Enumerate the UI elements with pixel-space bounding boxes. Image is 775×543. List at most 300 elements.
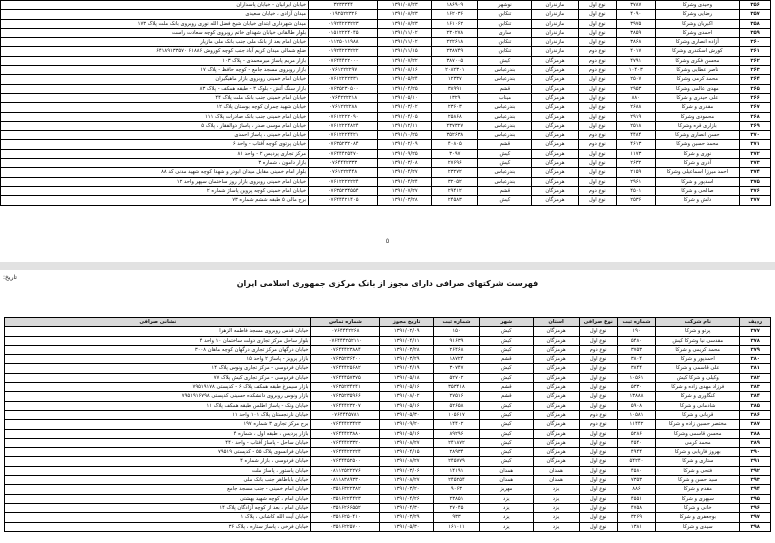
cell-address: خیابان امام خمینی - جنب مسجد جامع bbox=[5, 485, 311, 494]
cell-registration-id: ۵۲۶۵۸ bbox=[434, 401, 480, 410]
cell-license-date: ۱۳۹۱/۰۷/۲۲ bbox=[378, 56, 432, 65]
cell-company-name: سپهری و شرکا bbox=[656, 494, 740, 503]
cell-registration-number: ۵۴۸۰ bbox=[617, 336, 655, 345]
cell-registration-id: ۱۸۷۲۴ bbox=[434, 355, 480, 364]
cell-row-number: ۳۹۷ bbox=[740, 513, 771, 522]
cell-address: بازار ونوس روبروی دانشکده حسینی کدپستی ۷۹۵۱۹۱۶۷۹۸ bbox=[5, 392, 311, 401]
cell-row-number: ۳۸۰ bbox=[740, 355, 771, 364]
table-row bbox=[1, 112, 771, 121]
cell-row-number: ۳۶۳ bbox=[740, 66, 771, 75]
cell-registration-number: ۱۰۴۰۳ bbox=[617, 66, 656, 75]
cell-registration-id: ۳۰۷۴۷ bbox=[434, 364, 480, 373]
cell-province: هرمزگان bbox=[532, 75, 578, 84]
cell-registration-id: ۱۶۱۰۱۱ bbox=[434, 522, 480, 531]
exchange-table-top bbox=[0, 0, 771, 206]
cell-company-name: محمد کریمی و شرکا bbox=[656, 345, 740, 354]
cell-registration-number: ۳۷۵۳ bbox=[617, 345, 655, 354]
table-row bbox=[5, 429, 771, 438]
cell-province: هرمزگان bbox=[532, 121, 578, 130]
table-row bbox=[5, 476, 771, 485]
header-city: شهر bbox=[479, 318, 533, 327]
cell-row-number: ۳۵۹ bbox=[740, 28, 771, 37]
table-row bbox=[5, 355, 771, 364]
cell-city: مهریز bbox=[479, 485, 533, 494]
cell-license-date: ۱۳۹۱/۱۲/۱۱ bbox=[378, 121, 432, 130]
cell-company-name: سید حسن و شرکا bbox=[656, 476, 740, 485]
cell-company-name: بهروز فاریابی و شرکا bbox=[656, 448, 740, 457]
cell-address: خیابان امام خمینی جنب بانک ملت پلاک ۴۴ bbox=[1, 93, 309, 102]
cell-exchange-type: نوع دوم bbox=[578, 66, 617, 75]
cell-phone-number: ۰۷۶۱۲۲۲۴۴۸ bbox=[309, 168, 378, 177]
cell-registration-id: ۱۶۲۰۳۶ bbox=[432, 10, 478, 19]
cell-province: مازندران bbox=[532, 28, 578, 37]
cell-license-date: ۱۳۹۱/۰۳/۲۸ bbox=[378, 196, 432, 205]
cell-row-number: ۳۸۲ bbox=[740, 373, 771, 382]
cell-registration-id: ۲۸۹۳۴ bbox=[434, 448, 480, 457]
cell-phone-number: ۰۷۶۴۴۴۲۵۲۱۱۰ bbox=[311, 336, 380, 345]
cell-registration-id: ۳۵۲۶۳۸ bbox=[432, 131, 478, 140]
cell-company-name: مختصر حسین زاده و شرکا bbox=[656, 420, 740, 429]
cell-registration-number: ۱۳۸۱ bbox=[617, 522, 655, 531]
cell-address: خیابان ساحل - پاساژ آفتاب - واحد ۴۴۰ bbox=[5, 438, 311, 447]
cell-exchange-type: نوع دوم bbox=[579, 410, 617, 419]
cell-phone-number: ۰۷۶۱۲۲۲۲۹۷ bbox=[309, 66, 378, 75]
cell-row-number: ۳۷۶ bbox=[740, 186, 771, 195]
cell-registration-number: ۵۹۰۸ bbox=[617, 401, 655, 410]
cell-city: کیش bbox=[479, 401, 533, 410]
cell-address: خیابان شهید چمران کوچه بوستان پلاک ۱۲ bbox=[1, 103, 309, 112]
cell-province: مازندران bbox=[532, 19, 578, 28]
cell-company-name: پرتو و شرکا bbox=[656, 327, 740, 336]
cell-exchange-type: نوع اول bbox=[579, 383, 617, 392]
cell-address: ضلع شمالی میدان کریم آباد جنب کوچه کوروش ۶۱۸۸۶ ۶۴۱۸۹۱۳۳۵۷۰ bbox=[1, 47, 309, 56]
cell-province: هرمزگان bbox=[532, 93, 578, 102]
cell-registration-id: ۵۲۷۰۲ bbox=[434, 373, 480, 382]
cell-company-name: علی حیدری و شرکا bbox=[655, 93, 740, 102]
cell-row-number: ۳۶۶ bbox=[740, 93, 771, 102]
cell-company-name: محسن قاسمی وشرکا bbox=[656, 429, 740, 438]
cell-province: یزد bbox=[533, 503, 579, 512]
cell-address: خیابان امام خمینی روبروی بازار ماهیگیران bbox=[1, 75, 309, 84]
cell-province: هرمزگان bbox=[533, 373, 579, 382]
cell-registration-id: ۲۷۶۹۶ bbox=[432, 159, 478, 168]
cell-address: خیابان امام بعد از بانک ملی جنب بانک ملی مازیار bbox=[1, 38, 309, 47]
cell-registration-id: ۲۴۵۸۳ bbox=[432, 196, 478, 205]
cell-license-date: ۱۳۹۱/۰۸/۲۷ bbox=[380, 457, 434, 466]
cell-address: خیابان پاستور ، پاساژ ملت bbox=[5, 466, 311, 475]
cell-province: هرمزگان bbox=[532, 177, 578, 186]
cell-row-number: ۳۹۸ bbox=[740, 522, 771, 531]
cell-province: هرمزگان bbox=[532, 84, 578, 93]
cell-city: یزد bbox=[479, 503, 533, 512]
cell-exchange-type: نوع اول bbox=[578, 1, 617, 10]
cell-registration-id: ۳۰۹۷ bbox=[432, 149, 478, 158]
cell-phone-number: ۰۷۶۴۴۴۲۵۴۷۰ bbox=[309, 149, 378, 158]
cell-company-name: بوجعفری و شرکا bbox=[656, 513, 740, 522]
exchange-table-bottom bbox=[4, 317, 771, 532]
cell-license-date: ۱۳۹۱/۰۹/۲۰ bbox=[380, 420, 434, 429]
cell-phone-number: ۰۷۶۱۲۲۲۴۴۲۱ bbox=[309, 131, 378, 140]
cell-registration-number: ۳۹۷۵ bbox=[617, 19, 656, 28]
cell-address: خیابان ایرانیان - خیابان پاسداران bbox=[1, 1, 309, 10]
cell-province: هرمزگان bbox=[532, 56, 578, 65]
cell-address: میدان آزادی ، خیابان سعیدی bbox=[1, 10, 309, 19]
cell-license-date: ۱۳۹۱/۰۳/۲۹ bbox=[380, 513, 434, 522]
table-row bbox=[5, 448, 771, 457]
cell-address: بازار روبروی مسجد جامع - کوچه حافظ - پلاک ۱۷ bbox=[1, 66, 309, 75]
cell-registration-id: ۲۰۸۲۳۰۱ bbox=[432, 66, 478, 75]
cell-city: تنکابن bbox=[478, 38, 532, 47]
cell-row-number: ۳۹۵ bbox=[740, 494, 771, 503]
table-row bbox=[5, 457, 771, 466]
cell-row-number: ۳۶۵ bbox=[740, 84, 771, 93]
cell-city: یزد bbox=[479, 522, 533, 531]
cell-company-name: فتحی و شرکا bbox=[656, 466, 740, 475]
cell-phone-number: ۰۷۶۳۵۲۳۵۹۶۶ bbox=[311, 392, 380, 401]
cell-license-date: ۱۳۹۱/۰۷/۲۷ bbox=[378, 186, 432, 195]
cell-license-date: ۱۳۹۱/۰۴/۰۵ bbox=[378, 112, 432, 121]
cell-row-number: ۳۵۷ bbox=[740, 10, 771, 19]
cell-registration-id: ۲۶۴۶۸ bbox=[434, 345, 480, 354]
cell-city: میناب bbox=[478, 93, 532, 102]
document-title: فهرست شرکتهای صرافی دارای مجوز از بانک مرکزی جمهوری اسلامی ایران bbox=[236, 279, 539, 288]
cell-exchange-type: نوع اول bbox=[579, 429, 617, 438]
table-row bbox=[1, 1, 771, 10]
cell-registration-number: ۴۰۱۷ bbox=[617, 47, 656, 56]
cell-city: همدان bbox=[479, 466, 533, 475]
cell-province: هرمزگان bbox=[533, 457, 579, 466]
cell-license-date: ۱۳۹۱/۰۵/۱۶ bbox=[380, 401, 434, 410]
cell-registration-number: ۱۳۸۸۸ bbox=[617, 392, 655, 401]
cell-city: تنکابن bbox=[478, 10, 532, 19]
cell-row-number: ۳۷۲ bbox=[740, 149, 771, 158]
cell-province: هرمزگان bbox=[532, 140, 578, 149]
cell-address: خیابان پرتوی کوچه آفتاب - واحد ۶ bbox=[1, 140, 309, 149]
header-company-name: نام شرکت bbox=[656, 318, 740, 327]
cell-company-name: محمد حسین وشرکا bbox=[655, 140, 740, 149]
cell-address: برج مرکز تجاری ۳ شماره ۱۹۷ bbox=[5, 420, 311, 429]
cell-registration-number: ۳۸۴۴ bbox=[617, 364, 655, 373]
cell-registration-number: ۸۸۰ bbox=[617, 93, 656, 102]
cell-province: هرمزگان bbox=[532, 168, 578, 177]
cell-registration-number: ۲۵۱۸ bbox=[617, 121, 656, 130]
cell-row-number: ۳۷۳ bbox=[740, 159, 771, 168]
cell-city: قشم bbox=[478, 186, 532, 195]
cell-province: هرمزگان bbox=[533, 420, 579, 429]
cell-company-name: بازاری قره وشرکا bbox=[655, 121, 740, 130]
cell-exchange-type: نوع دوم bbox=[578, 140, 617, 149]
cell-registration-id: ۱۸۶۹۰۹ bbox=[432, 1, 478, 10]
cell-city: قشم bbox=[479, 355, 533, 364]
cell-city: کیش bbox=[479, 420, 533, 429]
cell-address: خیابان امام خمینی جنب بانک صادرات پلاک ۱۱۱ bbox=[1, 112, 309, 121]
cell-exchange-type: نوع اول bbox=[578, 196, 617, 205]
cell-license-date: ۱۳۹۱/۰۳/۰۸ bbox=[378, 159, 432, 168]
table-row bbox=[1, 177, 771, 186]
cell-registration-number: ۲۹۵۳ bbox=[617, 84, 656, 93]
cell-registration-id: ۲۹۴۱۲ bbox=[432, 186, 478, 195]
cell-license-date: ۱۳۹۱/۰۲/۰۹ bbox=[380, 327, 434, 336]
cell-row-number: ۳۹۰ bbox=[740, 448, 771, 457]
cell-row-number: ۳۷۴ bbox=[740, 168, 771, 177]
cell-registration-id: ۲۳۸۵۱ bbox=[434, 494, 480, 503]
cell-address: بازار سنگ آتش - بلوک ۳ - طبقه همکف - پلاک ۸۳ bbox=[1, 84, 309, 93]
page-top bbox=[0, 0, 775, 262]
cell-company-name: اکبریان وشرکا bbox=[655, 19, 740, 28]
cell-address: مرکز تجاری پردیس ۲ - واحد ۸۱ bbox=[1, 149, 309, 158]
cell-province: مازندران bbox=[532, 1, 578, 10]
cell-exchange-type: نوع دوم bbox=[579, 420, 617, 429]
cell-city: بندرعباس bbox=[478, 177, 532, 186]
cell-row-number: ۳۸۹ bbox=[740, 438, 771, 447]
header-exchange-type: نوع صرافی bbox=[579, 318, 617, 327]
cell-city: بندرعباس bbox=[478, 112, 532, 121]
cell-row-number: ۳۸۸ bbox=[740, 429, 771, 438]
cell-row-number: ۳۷۷ bbox=[740, 327, 771, 336]
cell-row-number: ۳۸۶ bbox=[740, 410, 771, 419]
table-row bbox=[1, 196, 771, 205]
cell-exchange-type: نوع دوم bbox=[578, 186, 617, 195]
cell-row-number: ۳۶۹ bbox=[740, 121, 771, 130]
cell-city: یزد bbox=[479, 513, 533, 522]
cell-license-date: ۱۳۹۱/۰۸/۲۳ bbox=[378, 10, 432, 19]
cell-license-date: ۱۳۹۱/۰۳/۲۰ bbox=[380, 485, 434, 494]
cell-row-number: ۳۷۱ bbox=[740, 140, 771, 149]
cell-province: هرمزگان bbox=[533, 410, 579, 419]
cell-province: هرمزگان bbox=[533, 392, 579, 401]
cell-address: خیابان ونک - پاساژ اطلس طبقه همکف پلاک ۱۱ bbox=[5, 401, 311, 410]
cell-license-date: ۱۳۹۱/۰۳/۲۹ bbox=[380, 355, 434, 364]
cell-registration-number: ۳۸۶۸ bbox=[617, 38, 656, 47]
cell-province: هرمزگان bbox=[533, 383, 579, 392]
cell-company-name: وکیلی و شرکا کیش bbox=[656, 373, 740, 382]
cell-company-name: کنگاوری و شرکا bbox=[656, 392, 740, 401]
cell-phone-number: ۰۳۵۱۶۲۲۴۴۲۳ bbox=[311, 494, 380, 503]
cell-city: کیش bbox=[478, 196, 532, 205]
table-row bbox=[5, 336, 771, 345]
cell-license-date: ۱۳۹۱/۰۴/۱۹ bbox=[380, 364, 434, 373]
cell-registration-id: ۱۰۵۶۱۷ bbox=[434, 410, 480, 419]
table-row bbox=[5, 401, 771, 410]
cell-exchange-type: نوع اول bbox=[579, 457, 617, 466]
cell-exchange-type: نوع اول bbox=[578, 93, 617, 102]
cell-row-number: ۳۶۷ bbox=[740, 103, 771, 112]
cell-phone-number: ۰۷۶۴۲۲۲۲۱۸ bbox=[309, 93, 378, 102]
page-separator bbox=[0, 262, 775, 270]
cell-address: خیابان نارنجستان پلاک ۱۰۱ واحد ۱۱ bbox=[5, 410, 311, 419]
cell-phone-number: ۰۷۶۴۴۴۲۳۳۳ bbox=[309, 159, 378, 168]
cell-registration-number: ۲۹۶۱ bbox=[617, 177, 656, 186]
cell-phone-number: ۰۷۶۴۴۴۲۳۲۰۷ bbox=[311, 401, 380, 410]
cell-registration-id: ۲۳۸۷۴۹ bbox=[432, 47, 478, 56]
cell-exchange-type: نوع اول bbox=[579, 522, 617, 531]
cell-city: قشم bbox=[479, 392, 533, 401]
cell-address: برج مالی ۵ طبقه ششم شماره ۷۳ bbox=[1, 196, 309, 205]
table-row bbox=[1, 159, 771, 168]
cell-company-name: احمد میرزا اسماعیلی وشرکا bbox=[655, 168, 740, 177]
cell-phone-number: ۰۷۶۳۵۲۳۴۵۵۴ bbox=[309, 186, 378, 195]
cell-company-name: محمد کرمی وشرکا bbox=[655, 75, 740, 84]
cell-address: خیابان امام خمینی کوچه پروین پاساژ شماره ۲ bbox=[1, 186, 309, 195]
cell-province: هرمزگان bbox=[532, 196, 578, 205]
cell-row-number: ۳۹۱ bbox=[740, 457, 771, 466]
cell-company-name: احمدی وشرکا bbox=[655, 28, 740, 37]
cell-exchange-type: نوع اول bbox=[578, 103, 617, 112]
cell-phone-number: ۰۷۶۴۴۴۲۱۴۰۵ bbox=[309, 196, 378, 205]
cell-registration-number: ۲۵۳۶ bbox=[617, 196, 656, 205]
table-row bbox=[1, 38, 771, 47]
cell-exchange-type: نوع دوم bbox=[578, 47, 617, 56]
cell-exchange-type: نوع اول bbox=[579, 448, 617, 457]
cell-phone-number: ۰۳۵۱۶۳۲۲۳۸۲ bbox=[311, 485, 380, 494]
cell-phone-number: ۰۷۶۳۵۲۳۲۰۸۴ bbox=[309, 140, 378, 149]
cell-license-date: ۱۳۹۱/۰۴/۱۵ bbox=[380, 448, 434, 457]
cell-registration-number: ۲۱۵۹ bbox=[617, 168, 656, 177]
cell-registration-id: ۹۱۶۳۹ bbox=[434, 336, 480, 345]
cell-registration-number: ۴۰۹۰ bbox=[617, 10, 656, 19]
page-number: ٥ bbox=[385, 237, 390, 245]
cell-phone-number: ۰۷۶۴۴۴۲۲۶۸ bbox=[311, 327, 380, 336]
cell-registration-id: ۱۴۴۰۲ bbox=[434, 420, 480, 429]
cell-city: کیش bbox=[479, 438, 533, 447]
cell-city: کیش bbox=[479, 336, 533, 345]
cell-company-name: اسدپور و شرکا bbox=[655, 177, 740, 186]
cell-exchange-type: نوع اول bbox=[579, 336, 617, 345]
cell-province: هرمزگان bbox=[533, 345, 579, 354]
table-row bbox=[1, 140, 771, 149]
cell-province: مازندران bbox=[532, 38, 578, 47]
cell-exchange-type: نوع اول bbox=[579, 503, 617, 512]
table-row bbox=[1, 168, 771, 177]
cell-address: خیابان باباطاهر جنب بانک ملی bbox=[5, 476, 311, 485]
cell-province: هرمزگان bbox=[532, 131, 578, 140]
cell-phone-number: ۰۷۶۱۲۲۲۴۸۲۴ bbox=[309, 121, 378, 130]
cell-exchange-type: نوع اول bbox=[578, 168, 617, 177]
cell-company-name: وحیدی وشرکا bbox=[655, 1, 740, 10]
cell-city: کیش bbox=[478, 159, 532, 168]
cell-registration-number: ۴۴۸۴ bbox=[617, 131, 656, 140]
cell-registration-id: ۱۵۰ bbox=[434, 327, 480, 336]
cell-registration-id: ۱۴۱۹۱ bbox=[434, 466, 480, 475]
table-row bbox=[5, 420, 771, 429]
cell-registration-id: ۲۴۵۲۵۴ bbox=[434, 476, 480, 485]
cell-exchange-type: نوع دوم bbox=[578, 131, 617, 140]
cell-registration-id: ۲۳۷۳۲۷ bbox=[432, 121, 478, 130]
cell-phone-number: ۰۷۶۴۴۴۲۳۴۲۳ bbox=[311, 420, 380, 429]
cell-license-date: ۱۳۹۱/۰۲/۰۹ bbox=[378, 140, 432, 149]
cell-city: کیش bbox=[479, 457, 533, 466]
cell-address: بلوار طالقانی خیابان شهدای خاتم روبروی کوچه سعادت راست bbox=[1, 28, 309, 37]
table-row bbox=[5, 494, 771, 503]
cell-phone-number: ۰۳۵۱۶۲۵۰۴۱۰ bbox=[311, 513, 380, 522]
cell-exchange-type: نوع اول bbox=[579, 485, 617, 494]
cell-license-date: ۱۳۹۱/۰۳/۰۶ bbox=[380, 466, 434, 475]
cell-company-name: صالحی و شرکا bbox=[655, 186, 740, 195]
cell-row-number: ۳۸۷ bbox=[740, 420, 771, 429]
cell-registration-number: ۱۱۴۴۲ bbox=[617, 420, 655, 429]
cell-province: مازندران bbox=[532, 47, 578, 56]
cell-license-date: ۱۳۹۱/۰۵/۳۰ bbox=[380, 410, 434, 419]
cell-city: کیش bbox=[479, 327, 533, 336]
table-row bbox=[5, 383, 771, 392]
cell-license-date: ۱۳۹۱/۰۸/۱۶ bbox=[378, 66, 432, 75]
cell-license-date: ۱۳۹۱/۰۳/۰۲ bbox=[378, 103, 432, 112]
cell-registration-number: ۲۶۸۸ bbox=[617, 103, 656, 112]
table-row bbox=[5, 392, 771, 401]
cell-registration-number: ۴۶۱۳ bbox=[617, 140, 656, 149]
cell-row-number: ۳۸۴ bbox=[740, 392, 771, 401]
cell-license-date: ۱۳۹۱/۰۴/۲۶ bbox=[380, 494, 434, 503]
cell-registration-id: ۸۹۲۹۶ bbox=[434, 429, 480, 438]
cell-province: هرمزگان bbox=[533, 438, 579, 447]
cell-province: همدان bbox=[533, 466, 579, 475]
cell-province: هرمزگان bbox=[532, 159, 578, 168]
cell-company-name: سیدی و شرکا bbox=[656, 522, 740, 531]
cell-exchange-type: نوع دوم bbox=[578, 56, 617, 65]
cell-exchange-type: نوع اول bbox=[579, 494, 617, 503]
table-row bbox=[1, 121, 771, 130]
cell-registration-number: ۱۰۵۶۱ bbox=[617, 373, 655, 382]
cell-city: قشم bbox=[479, 383, 533, 392]
cell-exchange-type: نوع اول bbox=[578, 75, 617, 84]
cell-registration-number: ۴۹۴۴ bbox=[617, 448, 655, 457]
cell-city: کیش bbox=[479, 429, 533, 438]
cell-registration-id: ۹۳۳ bbox=[434, 513, 480, 522]
cell-company-name: کورش اسکندری وشرکا bbox=[655, 47, 740, 56]
cell-exchange-type: نوع اول bbox=[579, 355, 617, 364]
cell-license-date: ۱۳۹۱/۰۴/۲۷ bbox=[378, 168, 432, 177]
cell-registration-number: ۳۲۶۹ bbox=[617, 513, 655, 522]
cell-province: یزد bbox=[533, 485, 579, 494]
cell-registration-id: ۲۷۰۴۵ bbox=[434, 503, 480, 512]
cell-city: کیش bbox=[478, 149, 532, 158]
cell-phone-number: ۰۷۶۱۲۲۲۲۸۸ bbox=[309, 103, 378, 112]
cell-exchange-type: نوع اول bbox=[579, 364, 617, 373]
cell-city: نوشهر bbox=[478, 1, 532, 10]
cell-province: هرمزگان bbox=[533, 355, 579, 364]
table-row bbox=[5, 373, 771, 382]
cell-phone-number: ۰۱۹۲۴۲۲۳۲۲۲ bbox=[309, 47, 378, 56]
header-license-date: تاریخ مجوز bbox=[380, 318, 434, 327]
header-registration-id: شماره ثبت bbox=[434, 318, 480, 327]
cell-registration-number: ۷۳۵۳ bbox=[617, 476, 655, 485]
cell-city: بندرعباس bbox=[478, 75, 532, 84]
table-row bbox=[5, 503, 771, 512]
cell-phone-number: ۰۷۶۴۴۴۵۲۵۰۰ bbox=[311, 457, 380, 466]
cell-registration-id: ۱۲۳۳۷ bbox=[432, 75, 478, 84]
header-province: استان bbox=[533, 318, 579, 327]
cell-phone-number: ۰۷۶۴۴۴۲۳۳۲۰ bbox=[311, 438, 380, 447]
cell-license-date: ۱۳۹۱/۰۴/۱۱ bbox=[380, 336, 434, 345]
table-row bbox=[5, 485, 771, 494]
cell-registration-id: ۴۰۸۰۵ bbox=[432, 140, 478, 149]
cell-registration-number: ۱۰۵۸۱ bbox=[617, 410, 655, 419]
cell-registration-number: ۳۷۸۷ bbox=[617, 1, 656, 10]
cell-registration-id: ۲۳۶۰۳ bbox=[432, 103, 478, 112]
cell-phone-number: ۰۷۶۴۴۴۲۲۰۰۰ bbox=[309, 56, 378, 65]
cell-company-name: قربانی و شرکا bbox=[656, 410, 740, 419]
cell-company-name: محسن فکری وشرکا bbox=[655, 56, 740, 65]
cell-row-number: ۳۶۸ bbox=[740, 112, 771, 121]
cell-license-date: ۱۳۹۱/۰۸/۲۳ bbox=[378, 1, 432, 10]
cell-exchange-type: نوع اول bbox=[578, 28, 617, 37]
table-row bbox=[5, 522, 771, 531]
cell-license-date: ۱۳۹۱/۰۳/۲۸ bbox=[380, 345, 434, 354]
cell-city: تنکابن bbox=[478, 19, 532, 28]
cell-province: یزد bbox=[533, 522, 579, 531]
cell-company-name: محمودی وشرکا bbox=[655, 112, 740, 121]
cell-registration-number: ۴۵۵۱ bbox=[617, 494, 655, 503]
